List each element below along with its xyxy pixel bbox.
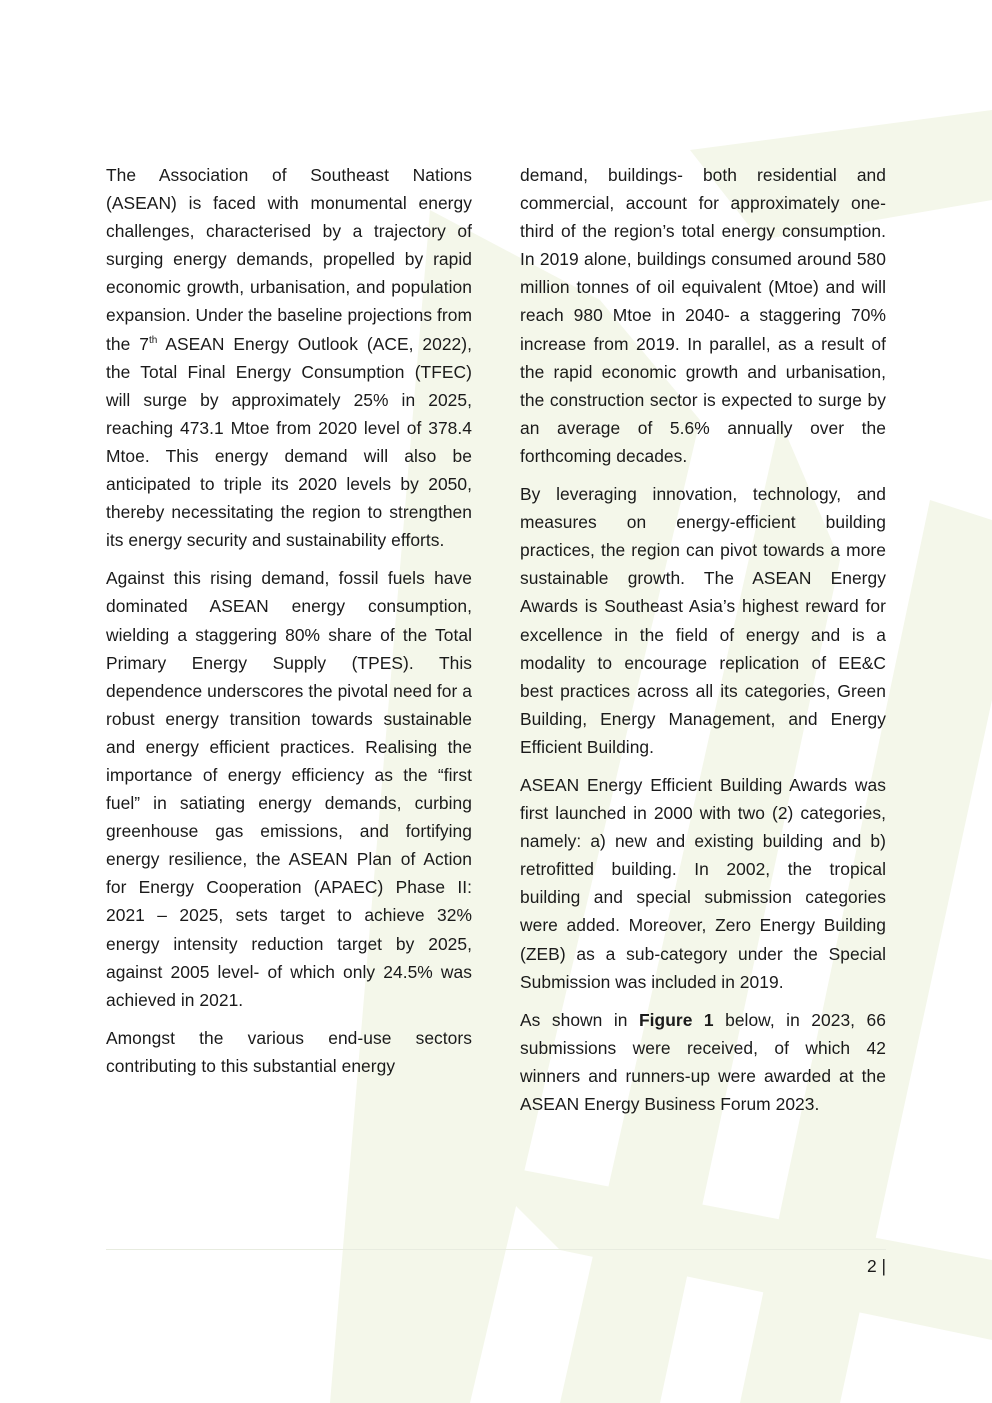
innovation-paragraph: By leveraging innovation, technology, and measures on energy-efficient building practices, the region can pivot towards a more sustainable growth. The ASEAN Energy Awards is Southeast Asia’s highest reward for excellence in the field of energy and is a modality to encourage replication of EE&C best practices across all its categories, Green Building, Energy Management, and Energy Efficient Building. [520, 484, 886, 757]
figure-ref-text-part-2: below, in 2023, 66 submissions were received, of which 42 winners and runners-up were awarded at the ASEAN Energy Business Forum 2023. [520, 1009, 886, 1114]
figure-reference-paragraph [520, 1006, 886, 1118]
intro-text-part-1: The Association of Southeast Nations (ASEAN) is faced with monumental energy challenges, characterised by a trajectory of surging energy demands, propelled by rapid economic growth, urbanisation, and population expansion. Under the baseline projections from the 7 [106, 165, 472, 354]
end-use-paragraph-end: demand, buildings- both residential and commercial, account for approximately one-third of the region’s total energy consumption. In 2019 alone, buildings consumed around 580 million tonnes of oil equivalent (Mtoe) and will reach 980 Mtoe in 2040- a staggering 70% increase from 2019. In parallel, as a result of the rapid economic growth and urbanisation, the construction sector is expected to surge by an average of 5.6% annually over the forthcoming decades. [520, 165, 886, 466]
end-use-paragraph-start: Amongst the various end-use sectors contributing to this substantial energy [106, 1027, 472, 1076]
figure-ref-text-part-1: As shown in [520, 1009, 639, 1030]
page-number: 2 | [866, 1256, 886, 1276]
left-column [106, 161, 472, 1090]
footer-divider [106, 1249, 886, 1250]
intro-paragraph [106, 161, 472, 554]
watermark-chevron-lower [470, 1160, 992, 1340]
fossil-fuel-paragraph: Against this rising demand, fossil fuels have dominated ASEAN energy consumption, wielding a staggering 80% share of the Total Primary Energy Supply (TPES). This dependence underscores the pivotal need for a robust energy transition towards sustainable and energy efficient practices. Realising the importance of energy efficiency as the “first fuel” in satiating energy demands, curbing greenhouse gas emissions, and fortifying energy resilience, the ASEAN Plan of Action for Energy Cooperation (APAEC) Phase II: 2021 – 2025, sets target to achieve 32% energy intensity reduction target by 2025, against 2005 level- of which only 24.5% was achieved in 2021. [106, 568, 472, 1010]
ordinal-superscript: th [148, 334, 158, 346]
awards-history-paragraph: ASEAN Energy Efficient Building Awards was first launched in 2000 with two (2) categories, namely: a) new and existing building and b) retrofitted building. In 2002, the tropical building and special submission categories were added. Moreover, Zero Energy Building (ZEB) as a sub-category under the Special Submission was included in 2019. [520, 774, 886, 992]
intro-text-part-2: ASEAN Energy Outlook (ACE, 2022), the Total Final Energy Consumption (TFEC) will surge by approximately 25% in 2025, reaching 473.1 Mtoe from 2020 level of 378.4 Mtoe. This energy demand will also be anticipated to triple its 2020 levels by 2050, thereby necessitating the region to strengthen its energy security and sustainability efforts. [106, 333, 472, 551]
figure-1-link[interactable]: Figure 1 [638, 1009, 714, 1030]
right-column [520, 161, 886, 1128]
